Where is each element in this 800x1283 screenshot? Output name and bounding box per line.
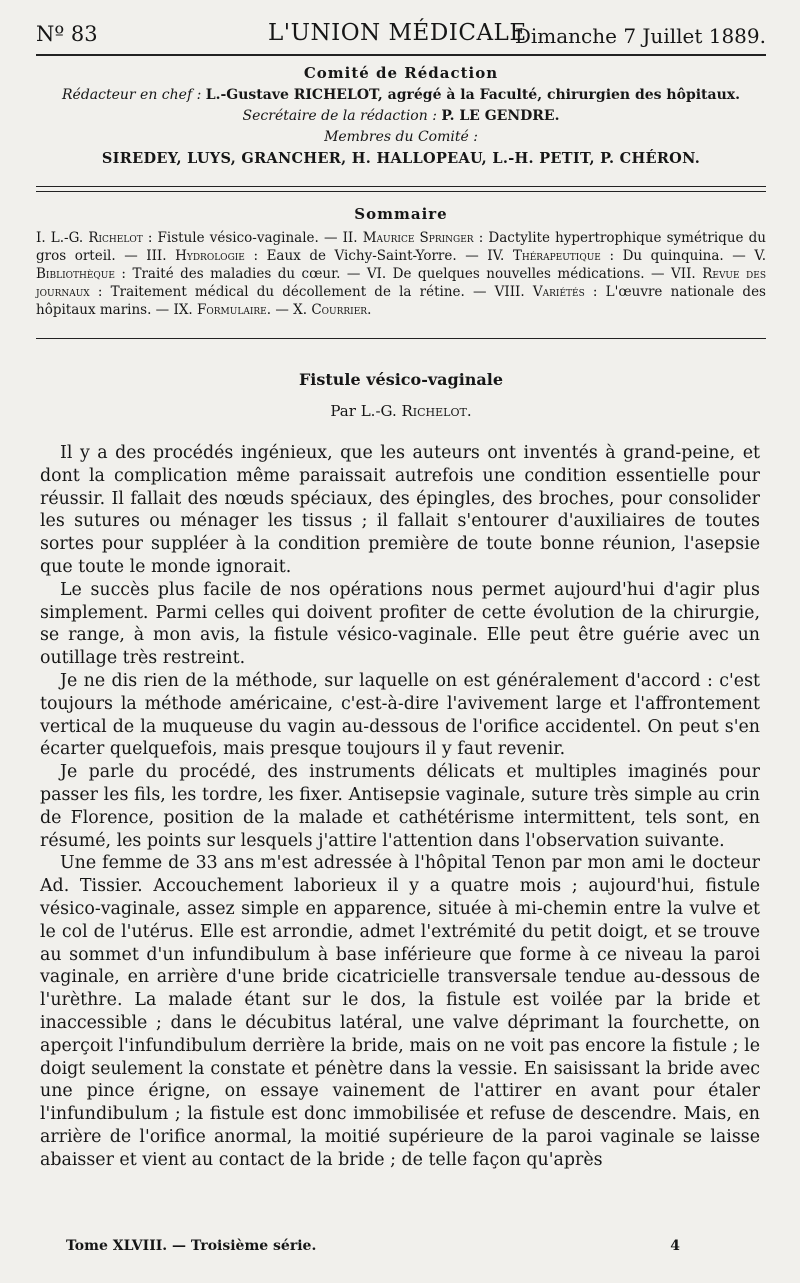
members-names: SIREDEY, LUYS, GRANCHER, H. HALLOPEAU, L.-H. PETIT, P. CHÉRON. <box>101 150 701 167</box>
summary-heading: Sommaire <box>354 205 448 223</box>
page-number: 4 <box>670 1238 680 1254</box>
editor-name: L.-Gustave RICHELOT, agrégé à la Faculté, chirurgien des hôpitaux. <box>205 87 740 103</box>
summary-item: VI. De quelques nouvelles médications. — <box>366 266 672 282</box>
editorial-committee <box>36 64 766 167</box>
committee-rule-bottom <box>36 191 766 192</box>
summary-item: VII. Revue des journaux : Traitement médical du décollement de la rétine. — <box>36 266 767 300</box>
article-paragraph: Une femme de 33 ans m'est adressée à l'hôpital Tenon par mon ami le docteur Ad. Tissier. Accouchement laborieux il y a quatre mois ; aujourd'hui, fistule vésico-vaginale, assez simple en apparence, située à mi-chemin entre la vulve et le col de l'utérus. Elle est arrondie, admet l'extrémité du petit doigt, et se trouve au sommet d'un infundibulum à base inférieure que forme à ce niveau la paroi vaginale, en arrière d'une bride cicatricielle transversale tendue au-dessous de l'urèthre. La malade étant sur le dos, la fistule est voilée par la bride et inaccessible ; dans le décubitus latéral, une valve déprimant la fourchette, on aperçoit l'infundibulum derrière la bride, mais on ne voit pas encore la fistule ; le doigt seulement la constate et pénètre dans la vessie. En saisissant la bride avec une pince érigne, on essaye vainement de l'attirer en avant pour étaler l'infundibulum ; la fistule est donc immobilisée et refuse de descendre. Mais, en arrière de l'orifice anormal, la moitié supérieure de la paroi vaginale se laisse abaisser et vient au contact de la bride ; de telle façon qu'après <box>40 853 760 1170</box>
summary-rule <box>36 338 766 339</box>
masthead <box>36 18 766 52</box>
article-paragraph: Je parle du procédé, des instruments délicats et multiples imaginés pour passer les fils, les tordre, les fixer. Antisepsie vaginale, suture très simple au crin de Florence, position de la malade et cathétérisme intermittent, tels sont, en résumé, les points sur lesquels j'attire l'attention dans l'observation suivante. <box>40 762 760 851</box>
editor-line <box>36 87 766 103</box>
issue-date: Dimanche 7 Juillet 1889. <box>514 24 766 48</box>
secretary-label: Secrétaire de la rédaction : <box>242 108 437 124</box>
journal-title: L'UNION MÉDICALE <box>268 20 527 46</box>
secretary-name: P. LE GENDRE. <box>441 108 560 124</box>
article-body <box>40 442 760 1172</box>
committee-heading: Comité de Rédaction <box>303 64 499 82</box>
article-byline: Par L.-G. Richelot. <box>330 402 472 420</box>
masthead-rule <box>36 54 766 56</box>
article-paragraph: Il y a des procédés ingénieux, que les auteurs ont inventés à grand-peine, et dont la complication même paraissait autrefois une condition essentielle pour réussir. Il fallait des nœuds spéciaux, des épingles, des broches, pour consolider les sutures ou ménager les tissus ; il fallait s'entourer d'auxiliaires de toutes sortes pour suppléer à la condition première de toute bonne réunion, l'asepsie que toute le monde ignorait. <box>40 443 760 577</box>
byline-author: L.-G. Richelot. <box>360 402 472 420</box>
summary-item: IV. Thérapeutique : Du quinquina. — <box>487 248 755 264</box>
editor-label: Rédacteur en chef : <box>62 87 202 103</box>
summary-item: III. Hydrologie : Eaux de Vichy-Saint-Yorre. — <box>146 248 488 264</box>
summary-text <box>36 229 766 319</box>
article-paragraph: Le succès plus facile de nos opérations nous permet aujourd'hui d'agir plus simplement. Parmi celles qui doivent profiter de cette évolution de la chirurgie, se range, à mon avis, la fistule vésico-vaginale. Elle peut être guérie avec un outillage très restreint. <box>40 579 760 669</box>
secretary-line <box>36 108 766 124</box>
members-label: Membres du Comité : <box>324 129 478 145</box>
summary-item: II. Maurice Springer : Dactylite hypertrophique symétrique du gros orteil. — <box>36 230 766 264</box>
article-title: Fistule vésico-vaginale <box>298 370 504 389</box>
article-paragraph: Je ne dis rien de la méthode, sur laquelle on est généralement d'accord : c'est toujours la méthode américaine, c'est-à-dire l'avivement large et l'affrontement vertical de la muqueuse du vagin au-dessous de l'orifice accidentel. On peut s'en écarter quelquefois, mais presque toujours il y faut revenir. <box>40 670 760 760</box>
summary-item: V. Bibliothèque : Traité des maladies du cœur. — <box>36 248 766 282</box>
committee-rule-top <box>36 186 766 187</box>
summary-item: VIII. Variétés : L'œuvre nationale des hôpitaux marins. — <box>36 284 766 318</box>
volume-line: Tome XLVIII. — Troisième série. <box>66 1238 317 1254</box>
summary-item: X. Courrier. <box>293 302 372 318</box>
summary-item: IX. Formulaire. — <box>173 302 294 318</box>
summary-section <box>36 205 766 319</box>
summary-item: I. L.-G. Richelot : Fistule vésico-vaginale. — <box>36 230 343 246</box>
issue-number: Nº 83 <box>36 22 98 46</box>
